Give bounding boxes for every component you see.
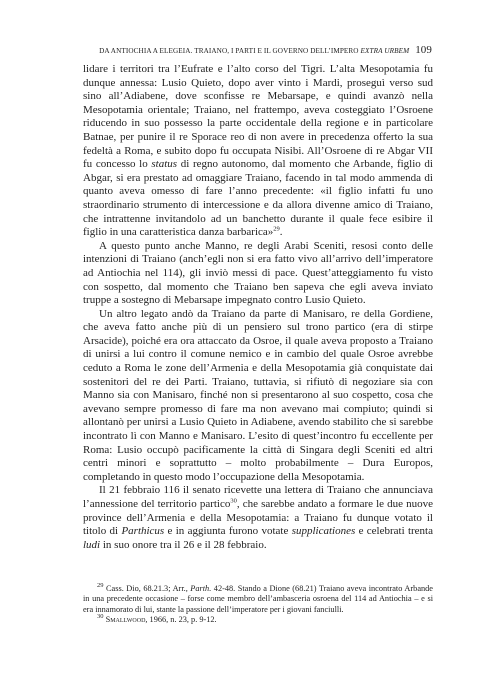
paragraph-4: Il 21 febbraio 116 il senato ricevette una lettera di Traiano che annunciava l’annessione del territorio partico$^{30}$, che sarebbe andato a formare le due nuove province dell’Armenia e della Mesopotamia: a Traiano fu dunque votato il titolo di Parthicus e in aggiunta furono votate supplicationes e celebrati trenta ludi in suo onore tra il 26 e il 28 febbraio. [83,484,434,551]
footnote-29: $^{29}$ Cass. Dio, 68.21.3; Arr., Parth. 42-48. Stando a Dione (68.21) Traiano aveva incontrato Arbande in una precedente occasione – forse come membro dell’ambasceria osroena del 114 ad Antiochia – e si era innamorato di lui, stante la passione dell’imperatore per i giovani fanciulli. [83,582,433,614]
footnote-number: 29 [97,582,104,590]
page-number: 109 [415,44,432,56]
paragraph-2: A questo punto anche Manno, re degli Arabi Sceniti, resosi conto delle intenzioni di Traiano (anch’egli non si era fatto vivo all’arrivo dell’imperatore ad Antiochia nel 114), gli inviò messi di pace. Quest’atteggiamento fu visto con sospetto, dal momento che Traiano ben sapeva che egli aveva inviato truppe a sostegno di Mebarsape impegnato contro Lusio Quieto. [83,239,433,307]
running-header-title: DA ANTIOCHIA A ELEGEIA. TRAIANO, I PARTI E IL GOVERNO DELL’IMPERO EXTRA URBEM [99,47,410,55]
main-text [83,63,433,552]
footnote-ref-30[interactable]: 30 [230,497,237,505]
footnote-30: $^{30}$ Smallwood, 1966, n. 23, p. 9-12. [97,613,217,625]
paragraph-1: lidare i territori tra l’Eufrate e l’alto corso del Tigri. L’alta Mesopotamia fu dunque annessa: Lusio Quieto, dopo aver vinto i Mardi, proseguì verso sud sino all’Adiabene, dove sconfisse re Mebarsape, e quindi avanzò nella Mesopotamia orientale; Traiano, nel frattempo, aveva costeggiato l’Osroene riducendo in suo possesso la parte occidentale della regione e in particolare Batnae, per punire il re Sporace reo di non avere in precedenza offerto la sua fedeltà a Roma, e subito dopo fu occupata Nisibi. All’Osroene di re Abgar VII fu concesso lo status di regno autonomo, dal momento che Arbande, figlio di Abgar, si era prestato ad omaggiare Traiano, facendo in tal modo ammenda di quanto aveva omesso di fare l’anno precedente: «il figlio infatti fu uno straordinario strumento di intercessione e da allora divenne amico di Traiano, che intrattenne invitandolo ad un banchetto durante il quale fece esibire il figlio in una caratteristica danza barbarica»$^{29}$. [83,63,433,239]
footnote-number: 30 [97,613,104,621]
footnote-ref-29[interactable]: 29 [273,225,280,233]
paragraph-3: Un altro legato andò da Traiano da parte di Manisaro, re della Gordiene, che aveva fatto anche più di un pensiero sul trono partico (era di stirpe Arsacide), poiché era ora attaccato da Osroe, il quale aveva proposto a Traiano di unirsi a lui contro il comune nemico e in cambio del quale Osroe avrebbe ceduto a Roma le zone dell’Armenia e della Mesopotamia già conquistate dai sostenitori del re dei Parti. Traiano, tuttavia, si rifiutò di negoziare sia con Manno sia con Manisaro, finché non si presentarono al suo cospetto, cosa che avevano sempre promesso di fare ma non avevano mai compiuto; quindi si allontanò per unirsi a Lusio Quieto in Adiabene, avendo stabilito che si sarebbe incontrato lì con Manno e Manisaro. L’esito di quest’incontro fu eccellente per Roma: Lusio occupò pacificamente la città di Singara degli Sceniti ed altri centri minori e soprattutto – molto probabilmente – Dura Europos, completando in questo modo l’occupazione della Mesopotamia. [83,307,433,483]
running-header [82,44,432,56]
footnotes [83,584,433,626]
